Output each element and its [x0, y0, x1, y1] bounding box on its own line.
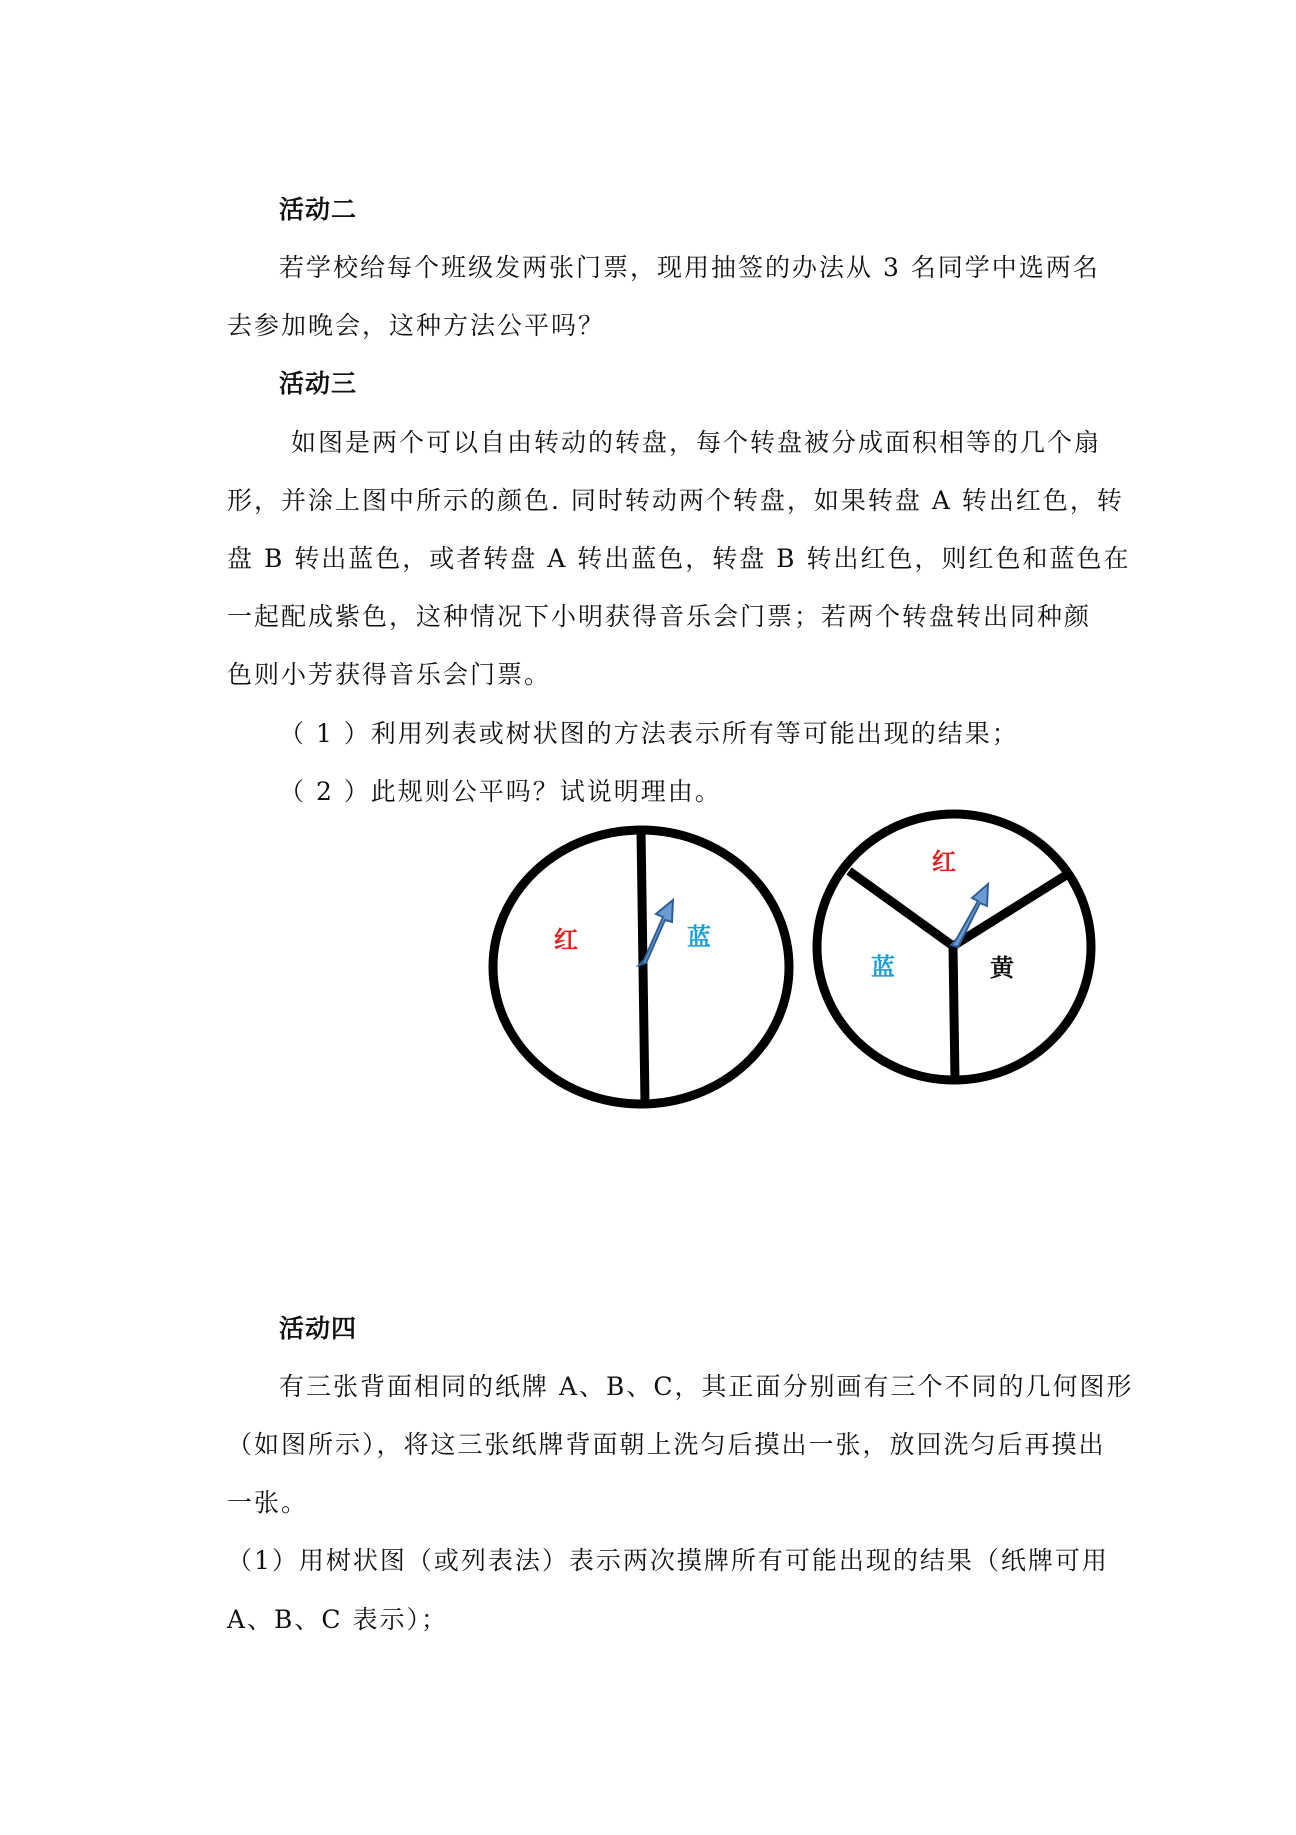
activity3-line-1: 如图是两个可以自由转动的转盘，每个转盘被分成面积相等的几个扇 [291, 428, 1102, 457]
spinner-b-red-label: 红 [932, 848, 956, 876]
activity4-line-1: 有三张背面相同的纸牌 A、B、C，其正面分别画有三个不同的几何图形 [279, 1372, 1134, 1401]
spinner-a-blue-label: 蓝 [687, 923, 711, 951]
activity3-question-2: （ 2 ）此规则公平吗？试说明理由。 [279, 777, 722, 806]
spinner-b-divider-3 [953, 946, 955, 1080]
activity2-heading: 活动二 [279, 195, 358, 224]
activity4-line-3: 一张。 [227, 1488, 309, 1517]
activity3-line-5: 色则小芳获得音乐会门票。 [227, 660, 552, 689]
activity3-question-1: （ 1 ）利用列表或树状图的方法表示所有等可能出现的结果； [279, 719, 1019, 748]
activity3-heading: 活动三 [279, 369, 358, 398]
spinner-a-divider [641, 830, 645, 1104]
spinner-b [817, 814, 1091, 1080]
activity4-heading: 活动四 [279, 1314, 358, 1343]
activity3-line-2: 形，并涂上图中所示的颜色. 同时转动两个转盘，如果转盘 A 转出红色，转 [227, 486, 1124, 515]
spinner-a [493, 830, 789, 1104]
activity3-line-3: 盘 B 转出蓝色，或者转盘 A 转出蓝色，转盘 B 转出红色，则红色和蓝色在 [227, 544, 1131, 573]
activity4-question-1: （1）用树状图（或列表法）表示两次摸牌所有可能出现的结果（纸牌可用 [227, 1546, 1109, 1575]
spinner-b-divider-1 [849, 871, 953, 946]
activity3-line-4: 一起配成紫色，这种情况下小明获得音乐会门票；若两个转盘转出同种颜 [227, 602, 1092, 631]
spinner-a-red-label: 红 [554, 926, 578, 954]
activity4-line-2: （如图所示），将这三张纸牌背面朝上洗匀后摸出一张，放回洗匀后再摸出 [227, 1430, 1106, 1459]
activity2-line-1: 若学校给每个班级发两张门票，现用抽签的办法从 3 名同学中选两名 [279, 253, 1100, 282]
activity4-question-1-cont: A、B、C 表示）； [227, 1605, 449, 1634]
spinner-b-divider-2 [953, 874, 1068, 946]
spinner-b-yellow-label: 黄 [990, 954, 1014, 982]
activity2-line-2: 去参加晚会，这种方法公平吗？ [227, 311, 606, 340]
spinner-b-blue-label: 蓝 [871, 953, 895, 981]
